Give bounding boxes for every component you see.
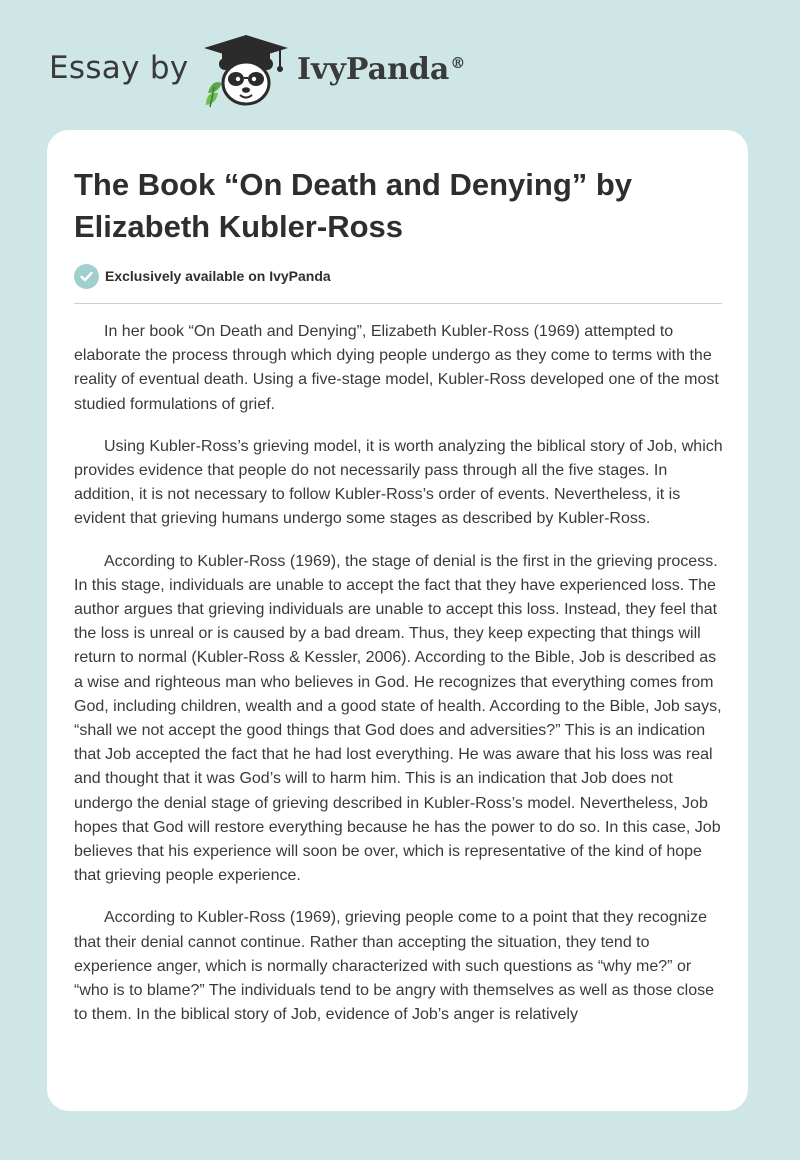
registered-mark: ® bbox=[450, 54, 466, 72]
exclusive-label: Exclusively available on IvyPanda bbox=[105, 268, 331, 284]
brand-name-text: IvyPanda bbox=[297, 52, 450, 87]
paragraph: In her book “On Death and Denying”, Elizabeth Kubler-Ross (1969) attempted to elaborate the process through which dying people undergo as they come to terms with the reality of eventual death. Using a five-stage model, Kubler-Ross developed one of the most studied formulations of grief. bbox=[74, 323, 719, 413]
exclusive-badge bbox=[74, 263, 331, 289]
check-icon bbox=[74, 264, 99, 289]
essay-title: The Book “On Death and Denying” by Elizabeth Kubler-Ross bbox=[74, 167, 633, 244]
essay-body bbox=[74, 320, 724, 1045]
paragraph: According to Kubler-Ross (1969), grieving people come to a point that they recognize that their denial cannot continue. Rather than accepting the situation, they tend to experience anger, which is normally characterized with such questions as “why me?” or “who is to blame?” The individuals tend to be angry with themselves as well as those close to them. In the biblical story of Job, evidence of Job’s anger is relatively bbox=[74, 909, 715, 1024]
paragraph: According to Kubler-Ross (1969), the stage of denial is the first in the grieving process. In this stage, individuals are unable to accept the fact that they have experienced loss. The author argues that grieving individuals are unable to accept this loss. Instead, they feel that the loss is unreal or is caused by a bad dream. Thus, they keep expecting that things will return to normal (Kubler-Ross & Kessler, 2006). According to the Bible, Job is described as a wise and righteous man who believes in God. He recognizes that everything comes from God, including children, wealth and a good state of health. According to the Bible, Job says, “shall we not accept the good things that God does and adversities?” This is an indication that Job accepted the fact that he had lost everything. He was aware that his loss was real and thought that it was God’s will to harm him. This is an indication that Job does not undergo the denial stage of grieving described in Kubler-Ross’s model. Nevertheless, Job hopes that God will restore everything because he has the power to do so. In this case, Job believes that his experience will soon be over, which is representative of the kind of hope that grieving people experience. bbox=[74, 552, 722, 885]
divider bbox=[74, 303, 722, 304]
site-header bbox=[0, 0, 800, 130]
brand-name[interactable] bbox=[297, 52, 464, 87]
paragraph: Using Kubler-Ross’s grieving model, it is worth analyzing the biblical story of Job, which provides evidence that people do not necessarily pass through all the five stages. In addition, it is not necessary to follow Kubler-Ross’s order of events. Nevertheless, it is evident that grieving humans undergo some stages as described by Kubler-Ross. bbox=[74, 437, 723, 528]
essay-by-label: Essay by bbox=[49, 50, 189, 86]
ivypanda-logo-icon[interactable] bbox=[200, 33, 292, 109]
essay-card bbox=[47, 130, 748, 1111]
